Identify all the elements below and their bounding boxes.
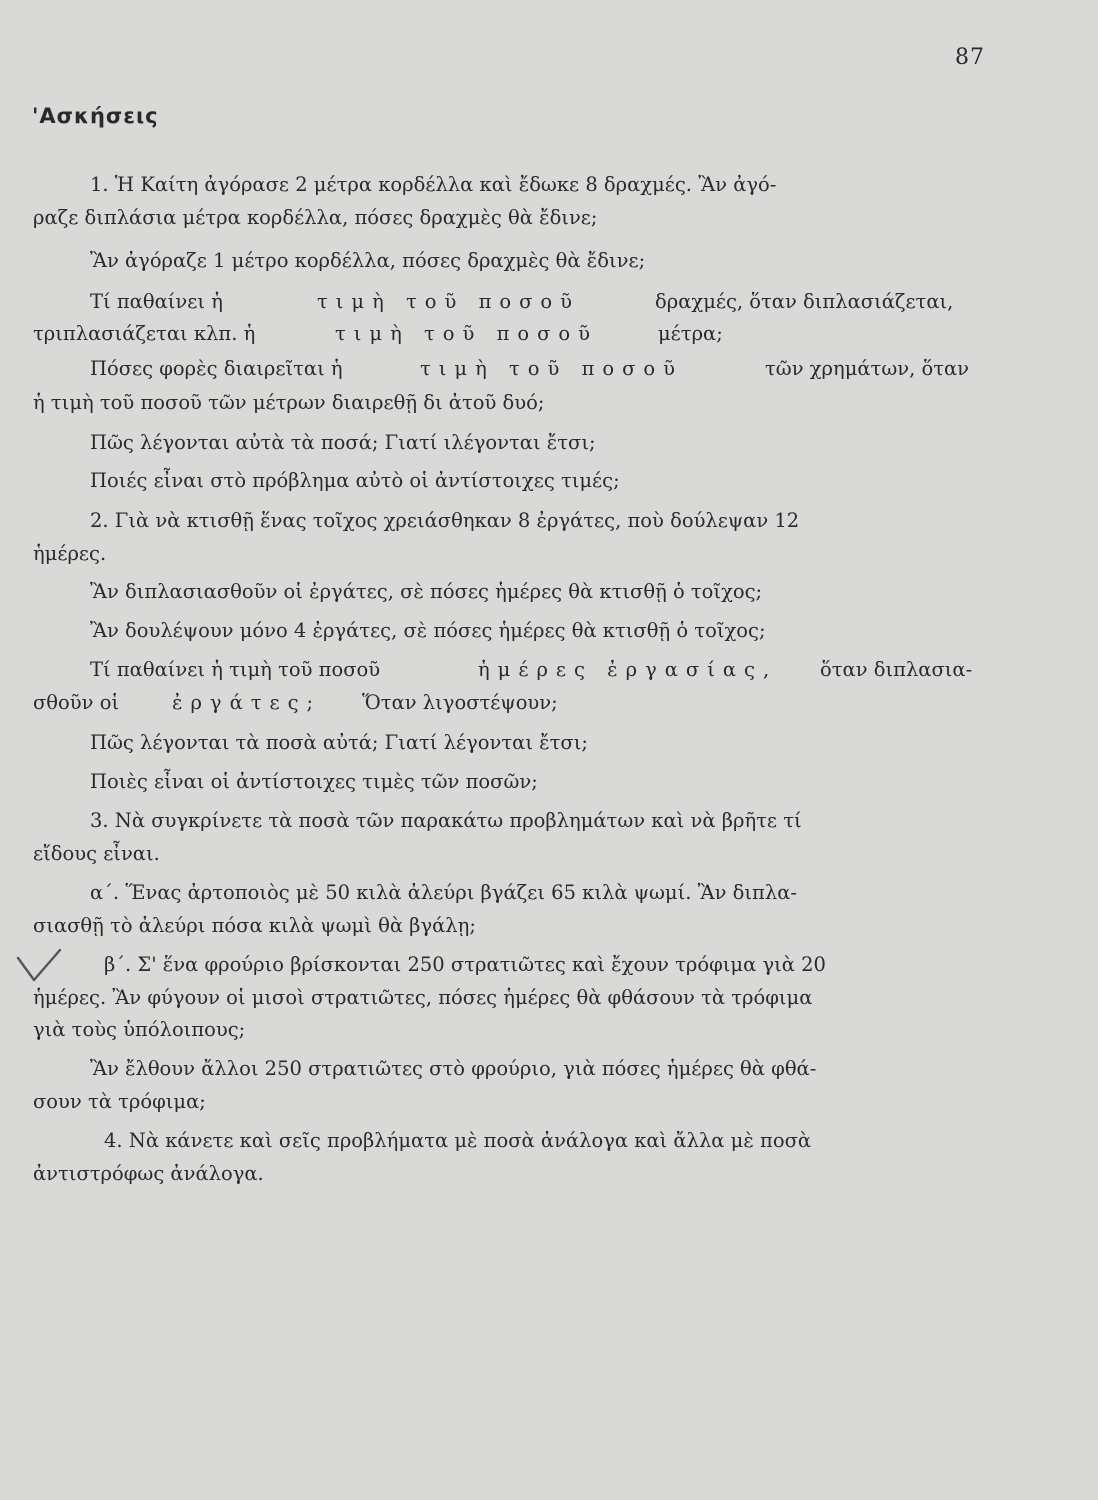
text-line: Ποιές εἶναι στὸ πρόβλημα αὐτὸ οἱ ἀντίστοιχες τιμές; — [90, 469, 620, 492]
text-line: ἡμέρες. Ἂν φύγουν οἱ μισοὶ στρατιῶτες, πόσες ἡμέρες θὰ φθάσουν τὰ τρόφιμα — [33, 986, 813, 1009]
text-line: Πῶς λέγονται τὰ ποσὰ αὐτά; Γιατί λέγονται ἔτσι; — [90, 731, 588, 754]
text-line: ραζε διπλάσια μέτρα κορδέλλα, πόσες δραχμὲς θὰ ἔδινε; — [33, 206, 598, 229]
text-line: σουν τὰ τρόφιμα; — [33, 1090, 206, 1113]
text-line: ἀντιστρόφως ἀνάλογα. — [33, 1162, 264, 1185]
text-line: Ἂν δουλέψουν μόνο 4 ἐργάτες, σὲ πόσες ἡμέρες θὰ κτισθῇ ὁ τοῖχος; — [90, 619, 766, 642]
text-line: Ποιὲς εἶναι οἱ ἀντίστοιχες τιμὲς τῶν ποσῶν; — [90, 770, 538, 793]
text-line: Ἂν ἀγόραζε 1 μέτρο κορδέλλα, πόσες δραχμὲς θὰ ἔδινε; — [90, 249, 646, 272]
text-line: Ὅταν λιγοστέψουν; — [362, 691, 558, 714]
text-line: ἡμέρες. — [33, 542, 107, 565]
spaced-emphasis: τιμὴ τοῦ ποσοῦ — [317, 290, 581, 313]
page-number: 87 — [955, 45, 985, 70]
text-line: δραχμές, ὅταν διπλασιάζεται, — [655, 290, 954, 313]
text-line: τῶν χρημάτων, ὅταν — [765, 357, 970, 380]
spaced-emphasis: ἡμέρες ἐργασίας, — [478, 658, 778, 681]
spaced-emphasis: ἐργάτες; — [172, 691, 322, 714]
text-line: Ἂν διπλασιασθοῦν οἱ ἐργάτες, σὲ πόσες ἡμέρες θὰ κτισθῇ ὁ τοῖχος; — [90, 580, 763, 603]
text-line: Ἂν ἔλθουν ἄλλοι 250 στρατιῶτες στὸ φρούριο, γιὰ πόσες ἡμέρες θὰ φθά- — [90, 1057, 817, 1080]
text-line: σιασθῇ τὸ ἀλεύρι πόσα κιλὰ ψωμὶ θὰ βγάλῃ; — [33, 914, 476, 937]
text-line: τριπλασιάζεται κλπ. ἡ — [33, 322, 256, 345]
text-line: 2. Γιὰ νὰ κτισθῇ ἕνας τοῖχος χρειάσθηκαν 8 ἐργάτες, ποὺ δούλεψαν 12 — [90, 509, 800, 532]
text-line: εἴδους εἶναι. — [33, 842, 160, 865]
text-line: 3. Νὰ συγκρίνετε τὰ ποσὰ τῶν παρακάτω προβλημάτων καὶ νὰ βρῆτε τί — [90, 809, 802, 832]
text-line: Τί παθαίνει ἡ — [90, 290, 223, 313]
text-line: ὅταν διπλασια- — [820, 658, 973, 681]
spaced-emphasis: τιμὴ τοῦ ποσοῦ — [420, 357, 684, 380]
text-line: ἡ τιμὴ τοῦ ποσοῦ τῶν μέτρων διαιρεθῇ δι ἀτοῦ δυό; — [33, 391, 545, 414]
text-line: 1. Ἡ Καίτη ἀγόρασε 2 μέτρα κορδέλλα καὶ ἔδωκε 8 δραχμές. Ἂν ἀγό- — [90, 173, 777, 196]
page-heading: 'Ασκήσεις — [32, 104, 159, 128]
text-line: σθοῦν οἱ — [33, 691, 120, 714]
text-line: Τί παθαίνει ἡ τιμὴ τοῦ ποσοῦ — [90, 658, 381, 681]
text-line: α΄. Ἕνας ἀρτοποιὸς μὲ 50 κιλὰ ἀλεύρι βγάζει 65 κιλὰ ψωμί. Ἂν διπλα- — [90, 881, 797, 904]
text-line: Πόσες φορὲς διαιρεῖται ἡ — [90, 357, 343, 380]
text-line: 4. Νὰ κάνετε καὶ σεῖς προβλήματα μὲ ποσὰ ἀνάλογα καὶ ἄλλα μὲ ποσὰ — [104, 1129, 812, 1152]
text-line: γιὰ τοὺς ὑπόλοιπους; — [33, 1018, 246, 1041]
text-line: β΄. Σ' ἕνα φρούριο βρίσκονται 250 στρατιῶτες καὶ ἔχουν τρόφιμα γιὰ 20 — [104, 953, 826, 976]
spaced-emphasis: τιμὴ τοῦ ποσοῦ — [335, 322, 599, 345]
text-line: μέτρα; — [658, 322, 723, 345]
text-line: Πῶς λέγονται αὐτὰ τὰ ποσά; Γιατί ιλέγονται ἔτσι; — [90, 431, 596, 454]
